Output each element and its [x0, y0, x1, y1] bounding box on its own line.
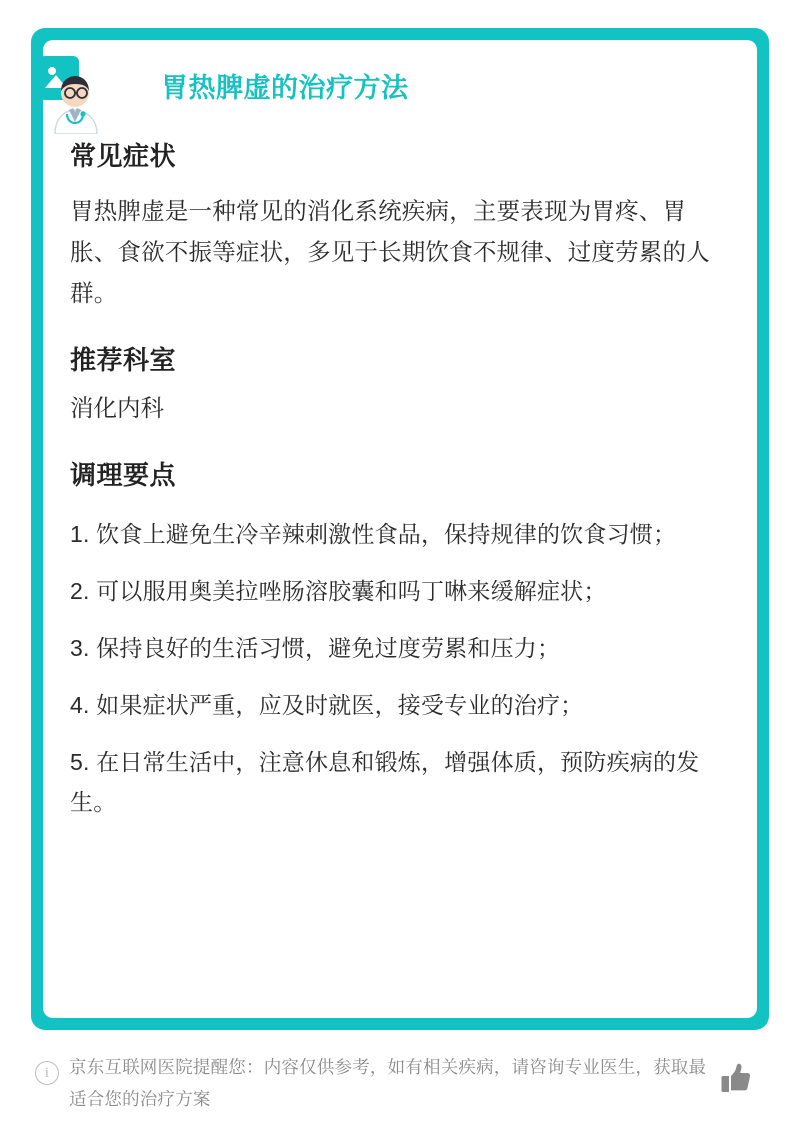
- list-item: 1. 饮食上避免生冷辛辣刺激性食品，保持规律的饮食习惯；: [70, 521, 677, 547]
- tips-list: [70, 514, 733, 822]
- page-title: 胃热脾虚的治疗方法: [161, 73, 409, 103]
- section-text-symptoms: 胃热脾虚是一种常见的消化系统疾病，主要表现为胃疼、胃胀、食欲不振等症状，多见于长期饮食不规律、过度劳累的人群。: [70, 198, 710, 306]
- section-heading-tips: 调理要点: [70, 460, 177, 490]
- footer-disclaimer: 京东互联网医院提醒您：内容仅供参考，如有相关疾病，请咨询专业医生，获取最适合您的治疗方案: [69, 1057, 707, 1109]
- thumbs-up-icon[interactable]: [719, 1061, 753, 1095]
- list-item: 3. 保持良好的生活习惯，避免过度劳累和压力；: [70, 635, 561, 661]
- card-inner: [43, 40, 757, 1018]
- advice-card: [31, 28, 769, 1030]
- section-text-department: 消化内科: [70, 395, 164, 421]
- info-circle-icon: i: [35, 1061, 59, 1085]
- list-item: 2. 可以服用奥美拉唑肠溶胶囊和吗丁啉来缓解症状；: [70, 578, 607, 604]
- footer: [31, 1043, 769, 1109]
- section-heading-department: 推荐科室: [70, 345, 177, 375]
- section-heading-symptoms: 常见症状: [70, 141, 177, 171]
- card-content: [70, 136, 733, 839]
- doctor-avatar-icon: [39, 56, 111, 134]
- list-item: 5. 在日常生活中，注意休息和锻炼，增强体质，预防疾病的发生。: [70, 749, 700, 815]
- list-item: 4. 如果症状严重，应及时就医，接受专业的治疗；: [70, 692, 584, 718]
